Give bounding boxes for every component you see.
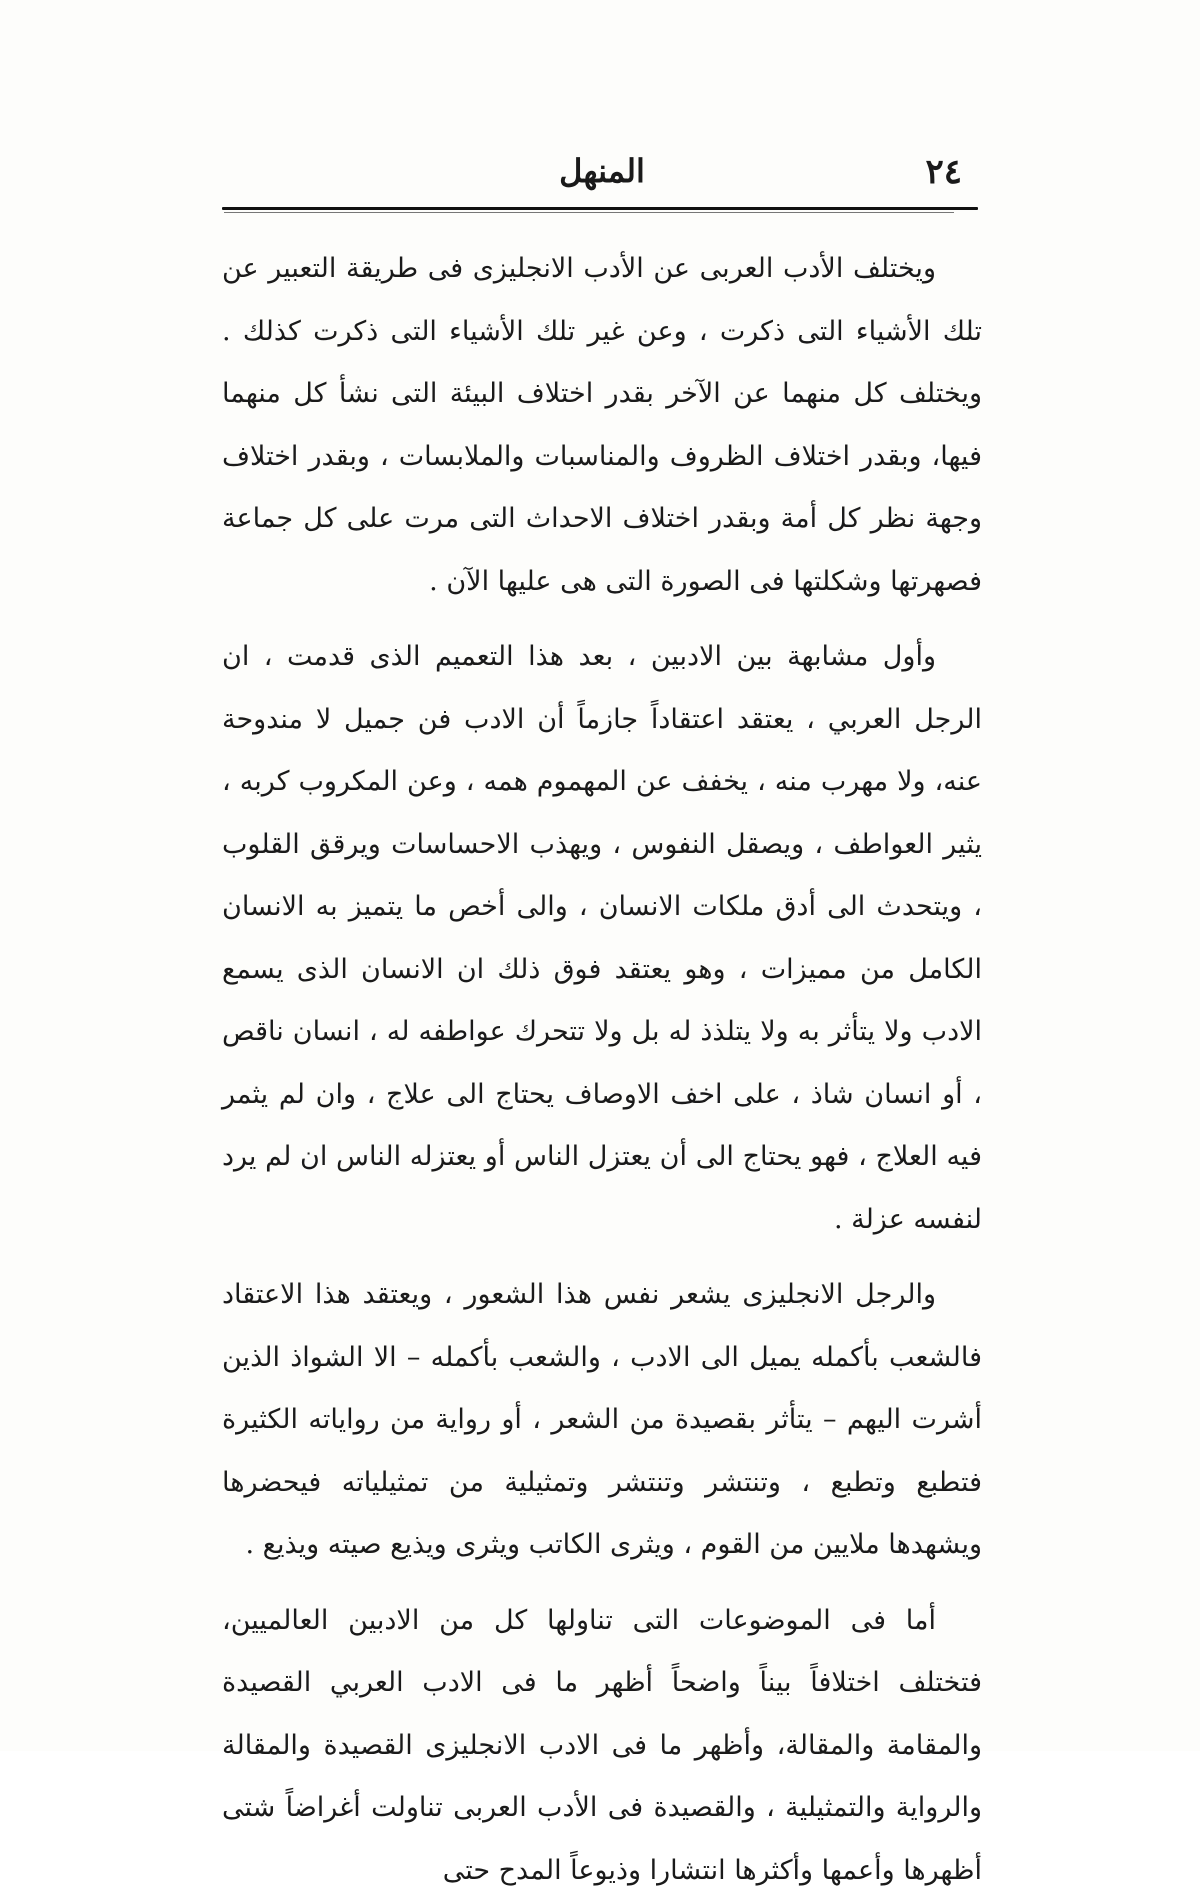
- running-title: المنهل: [222, 152, 982, 190]
- page-header: [222, 148, 982, 198]
- paragraph-4: أما فى الموضوعات التى تناولها كل من الادبين العالميين، فتختلف اختلافاً بيناً واضحاً أظهر ما فى الادب العربي القصيدة والمقامة والمقالة، وأظهر ما فى الادب الانجليزى القصيدة والمقالة والرواية والتمثيلية ، والقصيدة فى الأدب العربى تناولت أغراضاً شتى أظهرها وأعمها وأكثرها انتشارا وذيوعاً المدح حتى: [222, 1590, 982, 1902]
- paragraph-2: وأول مشابهة بين الادبين ، بعد هذا التعميم الذى قدمت ، ان الرجل العربي ، يعتقد اعتقاداً جازماً أن الادب فن جميل لا مندوحة عنه، ولا مهرب منه ، يخفف عن المهموم همه ، وعن المكروب كربه ، يثير العواطف ، ويصقل النفوس ، ويهذب الاحساسات ويرقق القلوب ، ويتحدث الى أدق ملكات الانسان ، والى أخص ما يتميز به الانسان الكامل من مميزات ، وهو يعتقد فوق ذلك ان الانسان الذى يسمع الادب ولا يتأثر به ولا يتلذذ له بل ولا تتحرك عواطفه له ، انسان ناقص ، أو انسان شاذ ، على اخف الاوصاف يحتاج الى علاج ، وان لم يثمر فيه العلاج ، فهو يحتاج الى أن يعتزل الناس أو يعتزله الناس ان لم يرد لنفسه عزلة .: [222, 626, 982, 1251]
- paragraph-1: ويختلف الأدب العربى عن الأدب الانجليزى فى طريقة التعبير عن تلك الأشياء التى ذكرت ، وعن غير تلك الأشياء التى ذكرت كذلك . ويختلف كل منهما عن الآخر بقدر اختلاف البيئة التى نشأ كل منهما فيها، وبقدر اختلاف الظروف والمناسبات والملابسات ، وبقدر اختلاف وجهة نظر كل أمة وبقدر اختلاف الاحداث التى مرت على كل جماعة فصهرتها وشكلتها فى الصورة التى هى عليها الآن .: [222, 238, 982, 613]
- paragraph-3: والرجل الانجليزى يشعر نفس هذا الشعور ، ويعتقد هذا الاعتقاد فالشعب بأكمله يميل الى الادب ، والشعب بأكمله – الا الشواذ الذين أشرت اليهم – يتأثر بقصيدة من الشعر ، أو رواية من رواياته الكثيرة فتطبع وتطبع ، وتنتشر وتنتشر وتمثيلية من تمثيلياته فيحضرها ويشهدها ملايين من القوم ، ويثرى الكاتب ويثرى ويذيع صيته ويذيع .: [222, 1264, 982, 1577]
- body-text: [222, 238, 982, 1902]
- page-number: ٢٤: [925, 152, 962, 192]
- header-rule-shadow: [224, 212, 954, 213]
- header-rule: [222, 207, 978, 210]
